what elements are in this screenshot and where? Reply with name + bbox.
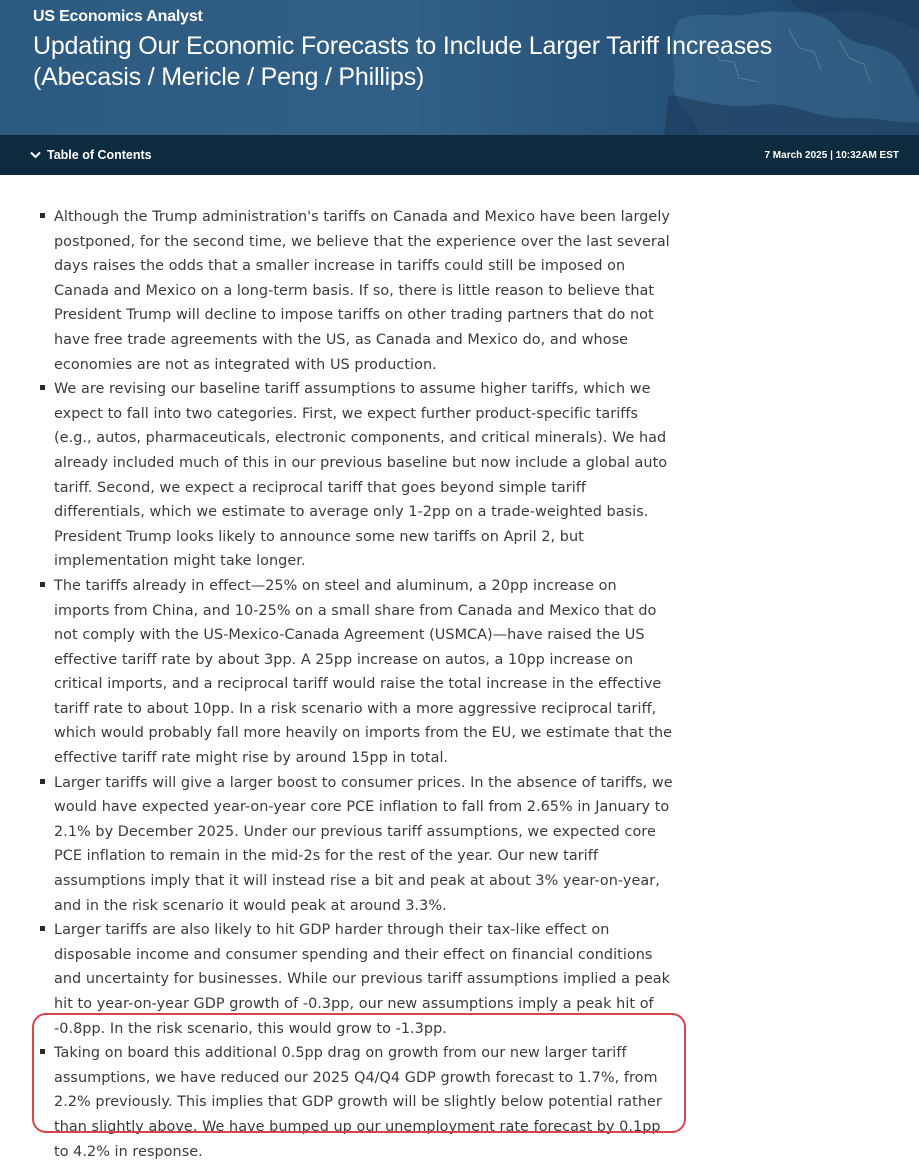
publish-timestamp: 7 March 2025 | 10:32AM EST <box>764 149 899 161</box>
list-item: Larger tariffs will give a larger boost to consumer prices. In the absence of tariffs, we would have expected year-on-year core PCE inflation to fall from 2.65% in January to 2.1% by December 2025. Under our previous tariff assumptions, we expected core PCE inflation to remain in the mid-2s for the rest of the year. Our new tariff assumptions imply that it will instead rise a bit and peak at about 3% year-on-year, and in the risk scenario it would peak at around 3.3%. <box>54 771 674 919</box>
series-label: US Economics Analyst <box>33 8 203 25</box>
list-item: Larger tariffs are also likely to hit GDP harder through their tax-like effect on disposable income and consumer spending and their effect on financial conditions and uncertainty for businesses. While our previous tariff assumptions implied a peak hit to year-on-year GDP growth of -0.3pp, our new assumptions imply a peak hit of -0.8pp. In the risk scenario, this would grow to -1.3pp. <box>54 918 674 1041</box>
page-title: Updating Our Economic Forecasts to Include Larger Tariff Increases (Abecasis / Mericle / Peng / Phillips) <box>33 32 773 91</box>
table-of-contents-toggle[interactable] <box>30 148 152 162</box>
list-item: We are revising our baseline tariff assumptions to assume higher tariffs, which we expect to fall into two categories. First, we expect further product-specific tariffs (e.g., autos, pharmaceuticals, electronic components, and critical minerals). We had already included much of this in our previous baseline but now include a global auto tariff. Second, we expect a reciprocal tariff that goes beyond simple tariff differentials, which we estimate to average only 1-2pp on a trade-weighted basis. President Trump looks likely to announce some new tariffs on April 2, but implementation might take longer. <box>54 377 674 574</box>
toc-label: Table of Contents <box>47 148 152 162</box>
list-item: Although the Trump administration's tariffs on Canada and Mexico have been largely postponed, for the second time, we believe that the experience over the last several days raises the odds that a smaller increase in tariffs could still be imposed on Canada and Mexico on a long-term basis. If so, there is little reason to believe that President Trump will decline to impose tariffs on other trading partners that do not have free trade agreements with the US, as Canada and Mexico do, and whose economies are not as integrated with US production. <box>54 205 674 377</box>
report-body <box>0 175 919 1164</box>
report-banner <box>0 0 919 135</box>
list-item: The tariffs already in effect—25% on steel and aluminum, a 20pp increase on imports from China, and 10-25% on a small share from Canada and Mexico that do not comply with the US-Mexico-Canada Agreement (USMCA)—have raised the US effective tariff rate by about 3pp. A 25pp increase on autos, a 10pp increase on critical imports, and a reciprocal tariff would raise the total increase in the effective tariff rate to about 10pp. In a risk scenario with a more aggressive reciprocal tariff, which would probably fall more heavily on imports from the EU, we estimate that the effective tariff rate might rise by around 15pp in total. <box>54 574 674 771</box>
toc-bar <box>0 135 919 175</box>
list-item: Taking on board this additional 0.5pp drag on growth from our new larger tariff assumptions, we have reduced our 2025 Q4/Q4 GDP growth forecast to 1.7%, from 2.2% previously. This implies that GDP growth will be slightly below potential rather than slightly above. We have bumped up our unemployment rate forecast by 0.1pp to 4.2% in response. <box>54 1041 674 1164</box>
summary-bullets <box>0 205 919 1164</box>
chevron-down-icon <box>30 151 41 159</box>
